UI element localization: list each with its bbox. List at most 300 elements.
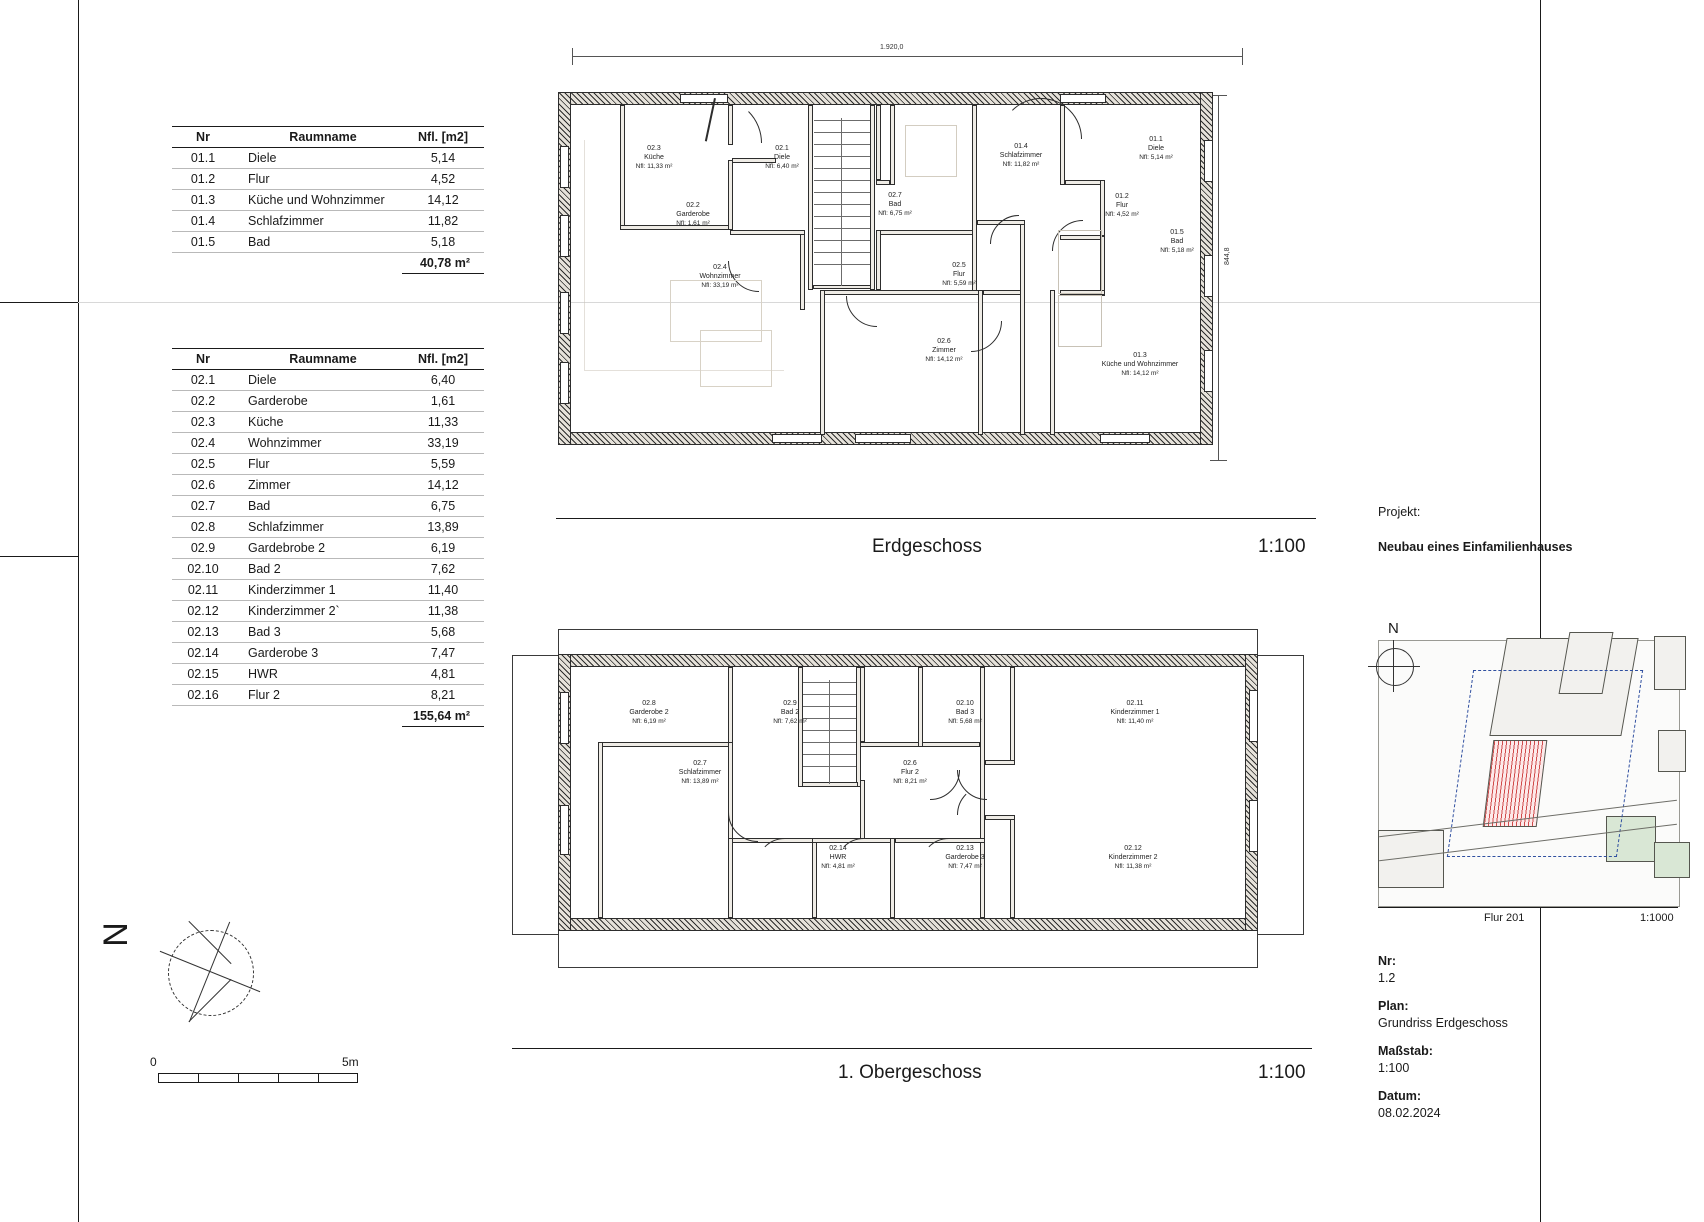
dimension-label-width: 1.920,0 [880, 44, 904, 51]
room-label-02-14 [821, 845, 855, 871]
interior-wall [985, 760, 1015, 765]
room-name: Bad [888, 200, 902, 208]
table-row [172, 148, 484, 169]
stair-wall [808, 105, 813, 290]
room-number: 02.10 [956, 700, 974, 707]
stair-step [814, 240, 870, 241]
col-header-name: Raumname [234, 127, 402, 148]
room-area: Nfl: 5,68 m² [948, 717, 982, 725]
cell-area: 6,75 [402, 496, 484, 517]
meta-scale-label: Maßstab: [1378, 1044, 1433, 1058]
cell-nr: 02.9 [172, 538, 234, 559]
dimension-line-top [572, 56, 1242, 57]
cell-nr: 02.3 [172, 412, 234, 433]
stair-wall [798, 667, 803, 787]
cell-area: 7,62 [402, 559, 484, 580]
table-sum-row [172, 253, 484, 274]
room-label-02-7 [878, 192, 912, 218]
room-number: 02.3 [647, 145, 661, 152]
meta-plan-value: Grundriss Erdgeschoss [1378, 1015, 1508, 1030]
scale-bar-max: 5m [342, 1055, 359, 1069]
exterior-wall-south [558, 918, 1258, 931]
interior-wall [978, 290, 983, 435]
meta-nr-label: Nr: [1378, 954, 1397, 968]
window-opening [772, 434, 822, 443]
cell-area: 5,18 [402, 232, 484, 253]
cell-sum: 40,78 m² [402, 253, 484, 274]
cell-nr: 02.13 [172, 622, 234, 643]
room-area: Nfl: 4,81 m² [821, 862, 855, 870]
table-header-row [172, 349, 484, 370]
stair-wall [813, 285, 871, 289]
cell-blank [172, 253, 234, 274]
interior-wall [876, 105, 881, 180]
cell-area: 6,19 [402, 538, 484, 559]
cell-nr: 02.16 [172, 685, 234, 706]
table-header-row [172, 127, 484, 148]
table-row [172, 475, 484, 496]
room-number: 02.13 [956, 845, 974, 852]
room-label-01-4 [1000, 143, 1042, 169]
window-opening [560, 805, 569, 855]
cell-name: Zimmer [234, 475, 402, 496]
room-label-01-1 [1139, 136, 1173, 162]
stair-step [814, 144, 870, 145]
compass-circle [1376, 648, 1414, 686]
stair-step [814, 252, 870, 253]
room-label-02-1 [765, 145, 799, 171]
cell-nr: 02.5 [172, 454, 234, 475]
room-area: Nfl: 14,12 m² [1121, 369, 1159, 377]
stair-wall [802, 782, 858, 787]
meta-plan-label: Plan: [1378, 999, 1409, 1013]
cell-name: HWR [234, 664, 402, 685]
roof-outline-left [512, 655, 558, 935]
interior-wall [876, 230, 976, 235]
cell-area: 4,52 [402, 169, 484, 190]
room-name: Flur [1115, 201, 1129, 209]
cell-nr: 01.1 [172, 148, 234, 169]
caption-rule-ground [556, 518, 1316, 519]
cell-name: Garderobe [234, 391, 402, 412]
room-area: Nfl: 11,40 m² [1116, 717, 1154, 725]
room-number: 02.9 [783, 700, 797, 707]
table-row [172, 664, 484, 685]
room-area: Nfl: 5,18 m² [1160, 246, 1194, 254]
furniture-bathroom [1058, 295, 1102, 347]
cell-area: 13,89 [402, 517, 484, 538]
window-opening [560, 292, 569, 334]
interior-wall [890, 105, 895, 185]
room-name: Flur [952, 270, 966, 278]
room-label-02-5 [942, 262, 976, 288]
window-opening [1100, 434, 1150, 443]
room-name: Garderobe 3 [945, 853, 985, 861]
room-area: Nfl: 6,40 m² [765, 162, 799, 170]
cell-name: Kinderzimmer 1 [234, 580, 402, 601]
room-number: 01.2 [1115, 193, 1129, 200]
project-label: Projekt: [1378, 505, 1421, 519]
room-name: Bad 3 [955, 708, 975, 716]
plot-boundary [1447, 670, 1643, 857]
cell-blank [234, 253, 402, 274]
cell-name: Bad [234, 232, 402, 253]
room-number: 02.8 [642, 700, 656, 707]
dimension-tick-bottom [1210, 460, 1227, 461]
window-opening [1204, 140, 1213, 182]
room-area: Nfl: 11,33 m² [635, 162, 673, 170]
window-opening [680, 94, 728, 103]
room-number: 02.2 [686, 202, 700, 209]
room-name: Kinderzimmer 2 [1108, 853, 1158, 861]
cell-name: Bad 3 [234, 622, 402, 643]
cell-name: Flur [234, 169, 402, 190]
room-number: 02.4 [713, 264, 727, 271]
stair-wall [870, 105, 875, 290]
sitemap-rule [1378, 907, 1678, 908]
sitemap-scale: 1:1000 [1640, 912, 1674, 924]
interior-wall [598, 742, 733, 747]
room-number: 02.12 [1124, 845, 1142, 852]
interior-wall [728, 667, 733, 747]
interior-wall [860, 780, 865, 842]
fold-mark-top [0, 302, 78, 303]
stair-step [814, 216, 870, 217]
room-name: Küche [644, 153, 664, 161]
cell-nr: 02.14 [172, 643, 234, 664]
stair-step [814, 156, 870, 157]
table-row [172, 190, 484, 211]
parcel-green [1654, 842, 1690, 878]
room-table-upper-floor [172, 348, 484, 727]
door-swing-arc [728, 782, 788, 842]
cell-area: 5,68 [402, 622, 484, 643]
table-row [172, 496, 484, 517]
window-opening [1204, 350, 1213, 392]
dimension-line-right [1218, 95, 1219, 460]
room-name: HWR [829, 853, 847, 861]
room-label-01-5 [1160, 229, 1194, 255]
window-opening [855, 434, 911, 443]
interior-wall [918, 667, 923, 747]
door-swing-arc [672, 98, 762, 188]
cell-area: 11,40 [402, 580, 484, 601]
site-plan [1368, 620, 1698, 930]
caption-ground-scale: 1:100 [1258, 536, 1306, 557]
cell-area: 6,40 [402, 370, 484, 391]
room-label-02-11 [1110, 700, 1159, 726]
interior-wall [876, 230, 881, 290]
dimension-tick-left [572, 48, 573, 65]
cell-name: Gardebrobe 2 [234, 538, 402, 559]
sheet-border-right [1540, 0, 1541, 1222]
stair-step [814, 168, 870, 169]
room-area: Nfl: 14,12 m² [925, 355, 963, 363]
room-name: Zimmer [932, 346, 956, 354]
room-label-02-2 [676, 202, 710, 228]
exterior-wall-north [558, 92, 1213, 105]
cell-name: Diele [234, 370, 402, 391]
room-name: Schlafzimmer [678, 768, 722, 776]
cell-nr: 02.10 [172, 559, 234, 580]
furniture-table [700, 330, 772, 387]
cell-area: 5,59 [402, 454, 484, 475]
interior-wall [1020, 220, 1025, 435]
room-number: 01.5 [1170, 229, 1184, 236]
room-number: 02.5 [952, 262, 966, 269]
interior-wall [1050, 290, 1055, 435]
room-area: Nfl: 1,61 m² [676, 219, 710, 227]
cell-nr: 02.15 [172, 664, 234, 685]
cell-name: Bad 2 [234, 559, 402, 580]
table-row [172, 580, 484, 601]
cell-name: Garderobe 3 [234, 643, 402, 664]
compass-needle-horizontal [1368, 666, 1420, 667]
sheet-border-left [78, 0, 79, 1222]
parcel [1654, 636, 1686, 690]
table-row [172, 601, 484, 622]
room-area: Nfl: 11,82 m² [1002, 160, 1040, 168]
stair-direction-line [829, 680, 830, 784]
meta-nr-value: 1.2 [1378, 970, 1396, 985]
room-number: 02.14 [829, 845, 847, 852]
table-row [172, 454, 484, 475]
table-row [172, 211, 484, 232]
room-number: 01.1 [1149, 136, 1163, 143]
cell-area: 33,19 [402, 433, 484, 454]
stair-step [814, 192, 870, 193]
room-area: Nfl: 11,38 m² [1114, 862, 1152, 870]
cell-area: 11,82 [402, 211, 484, 232]
window-opening [1060, 94, 1106, 103]
stair-direction-line [841, 118, 842, 286]
room-number: 02.6 [903, 760, 917, 767]
stair-step [814, 120, 870, 121]
room-area: Nfl: 5,59 m² [942, 279, 976, 287]
cell-nr: 02.7 [172, 496, 234, 517]
cell-name: Diele [234, 148, 402, 169]
room-name: Flur 2 [901, 768, 919, 776]
caption-rule-upper [512, 1048, 1312, 1049]
cell-name: Schlafzimmer [234, 517, 402, 538]
room-number: 02.11 [1126, 700, 1144, 707]
cell-blank [172, 706, 234, 727]
room-label-02-4 [699, 264, 740, 290]
interior-wall [598, 742, 603, 918]
table-row [172, 232, 484, 253]
cell-name: Küche [234, 412, 402, 433]
room-label-01-3 [1102, 352, 1179, 378]
col-header-name: Raumname [234, 349, 402, 370]
roof-outline-bottom [558, 930, 1258, 968]
room-number: 01.3 [1133, 352, 1147, 359]
window-opening [1249, 690, 1258, 742]
cell-name: Küche und Wohnzimmer [234, 190, 402, 211]
dimension-label-height: 844,8 [1224, 247, 1231, 265]
scale-bar-zero: 0 [150, 1055, 157, 1069]
table-row [172, 412, 484, 433]
room-name: Diele [1148, 144, 1164, 152]
furniture-kitchen [905, 125, 957, 177]
room-name: Garderobe [676, 210, 710, 218]
table-row [172, 538, 484, 559]
room-name: Wohnzimmer [699, 272, 741, 280]
interior-wall [728, 838, 733, 918]
parcel [1658, 730, 1686, 772]
scale-bar-tick [238, 1073, 239, 1083]
north-label-sitemap: N [1388, 620, 1399, 637]
cell-nr: 02.2 [172, 391, 234, 412]
room-number: 02.7 [888, 192, 902, 199]
sitemap-flur-label: Flur 201 [1484, 912, 1525, 924]
interior-wall [860, 667, 865, 742]
north-label-sheet: N [96, 922, 135, 947]
door-swing-arc [756, 838, 814, 896]
cell-nr: 02.6 [172, 475, 234, 496]
cell-nr: 01.4 [172, 211, 234, 232]
room-number: 02.1 [775, 145, 789, 152]
window-opening [560, 692, 569, 744]
scale-bar-tick [198, 1073, 199, 1083]
table-row [172, 517, 484, 538]
cell-name: Wohnzimmer [234, 433, 402, 454]
interior-wall [620, 105, 625, 230]
table-row [172, 559, 484, 580]
scale-bar-tick [278, 1073, 279, 1083]
scale-bar-tick [318, 1073, 319, 1083]
cell-area: 8,21 [402, 685, 484, 706]
cell-area: 11,33 [402, 412, 484, 433]
col-header-nr: Nr [172, 349, 234, 370]
furniture-bathroom [1058, 230, 1102, 294]
interior-wall [1010, 667, 1015, 762]
room-name: Schlafzimmer [999, 151, 1043, 159]
room-name: Diele [774, 153, 790, 161]
cell-nr: 02.4 [172, 433, 234, 454]
caption-ground-floor: Erdgeschoss [872, 536, 982, 557]
interior-wall [800, 230, 805, 310]
dimension-tick-right [1242, 48, 1243, 65]
caption-upper-floor: 1. Obergeschoss [838, 1062, 982, 1083]
room-area: Nfl: 8,21 m² [893, 777, 927, 785]
floorplan-upper-floor [560, 630, 1280, 990]
title-block-metadata [1378, 955, 1508, 1135]
window-opening [1249, 800, 1258, 852]
room-label-02-8 [629, 700, 668, 726]
cell-area: 11,38 [402, 601, 484, 622]
exterior-wall-north [558, 654, 1258, 667]
table-row [172, 433, 484, 454]
cell-area: 14,12 [402, 475, 484, 496]
cell-sum: 155,64 m² [402, 706, 484, 727]
window-opening [560, 215, 569, 257]
table-row [172, 685, 484, 706]
cell-area: 5,14 [402, 148, 484, 169]
stair-step [814, 204, 870, 205]
table-row [172, 391, 484, 412]
cell-nr: 02.1 [172, 370, 234, 391]
room-label-02-3 [636, 145, 673, 171]
window-opening [560, 362, 569, 404]
roof-outline-right [1258, 655, 1304, 935]
cell-area: 1,61 [402, 391, 484, 412]
table-row [172, 643, 484, 664]
floorplan-ground-floor [560, 40, 1280, 490]
interior-wall [812, 838, 817, 918]
room-label-02-9 [773, 700, 807, 726]
interior-wall [820, 290, 980, 295]
room-label-01-2 [1105, 193, 1139, 219]
room-label-02-12 [1108, 845, 1157, 871]
meta-scale-value: 1:100 [1378, 1060, 1410, 1075]
interior-wall [728, 160, 733, 230]
room-name: Bad [1170, 237, 1184, 245]
room-name: Bad 2 [780, 708, 800, 716]
room-table-ground-floor [172, 126, 484, 274]
cell-nr: 02.8 [172, 517, 234, 538]
table-row [172, 622, 484, 643]
window-opening [560, 146, 569, 188]
window-opening [1204, 255, 1213, 297]
proposed-building [1483, 740, 1548, 827]
col-header-area: Nfl. [m2] [402, 349, 484, 370]
project-name: Neubau eines Einfamilienhauses [1378, 540, 1573, 554]
cell-name: Bad [234, 496, 402, 517]
scale-bar-track [158, 1073, 358, 1083]
meta-date-value: 08.02.2024 [1378, 1105, 1441, 1120]
cell-blank [234, 706, 402, 727]
room-number: 01.4 [1014, 143, 1028, 150]
cell-name: Schlafzimmer [234, 211, 402, 232]
meta-date-label: Datum: [1378, 1089, 1422, 1103]
room-number: 02.6 [937, 338, 951, 345]
room-area: Nfl: 33,19 m² [701, 281, 739, 289]
cell-nr: 02.11 [172, 580, 234, 601]
col-header-area: Nfl. [m2] [402, 127, 484, 148]
interior-wall [876, 180, 890, 185]
room-area: Nfl: 13,89 m² [681, 777, 719, 785]
fold-mark-middle [0, 556, 78, 557]
room-area: Nfl: 4,52 m² [1105, 210, 1139, 218]
cell-nr: 01.5 [172, 232, 234, 253]
table-sum-row [172, 706, 484, 727]
table-row [172, 169, 484, 190]
cell-nr: 01.3 [172, 190, 234, 211]
stair-step [814, 180, 870, 181]
room-name: Kinderzimmer 1 [1110, 708, 1160, 716]
caption-upper-scale: 1:100 [1258, 1062, 1306, 1083]
interior-wall [1010, 815, 1015, 918]
cell-nr: 01.2 [172, 169, 234, 190]
stair-step [814, 228, 870, 229]
stair-step [814, 264, 870, 265]
room-area: Nfl: 6,19 m² [632, 717, 666, 725]
room-label-02-6 [893, 760, 927, 786]
interior-wall [820, 290, 825, 435]
room-name: Küche und Wohnzimmer [1101, 360, 1179, 368]
door-swing-arc [957, 740, 1017, 800]
col-header-nr: Nr [172, 127, 234, 148]
cell-name: Flur 2 [234, 685, 402, 706]
furniture-line [584, 140, 585, 370]
cell-nr: 02.12 [172, 601, 234, 622]
room-label-02-6 [925, 338, 962, 364]
interior-wall [985, 815, 1015, 820]
stair-step [814, 132, 870, 133]
room-area: Nfl: 7,47 m² [948, 862, 982, 870]
cell-area: 4,81 [402, 664, 484, 685]
cell-name: Kinderzimmer 2` [234, 601, 402, 622]
